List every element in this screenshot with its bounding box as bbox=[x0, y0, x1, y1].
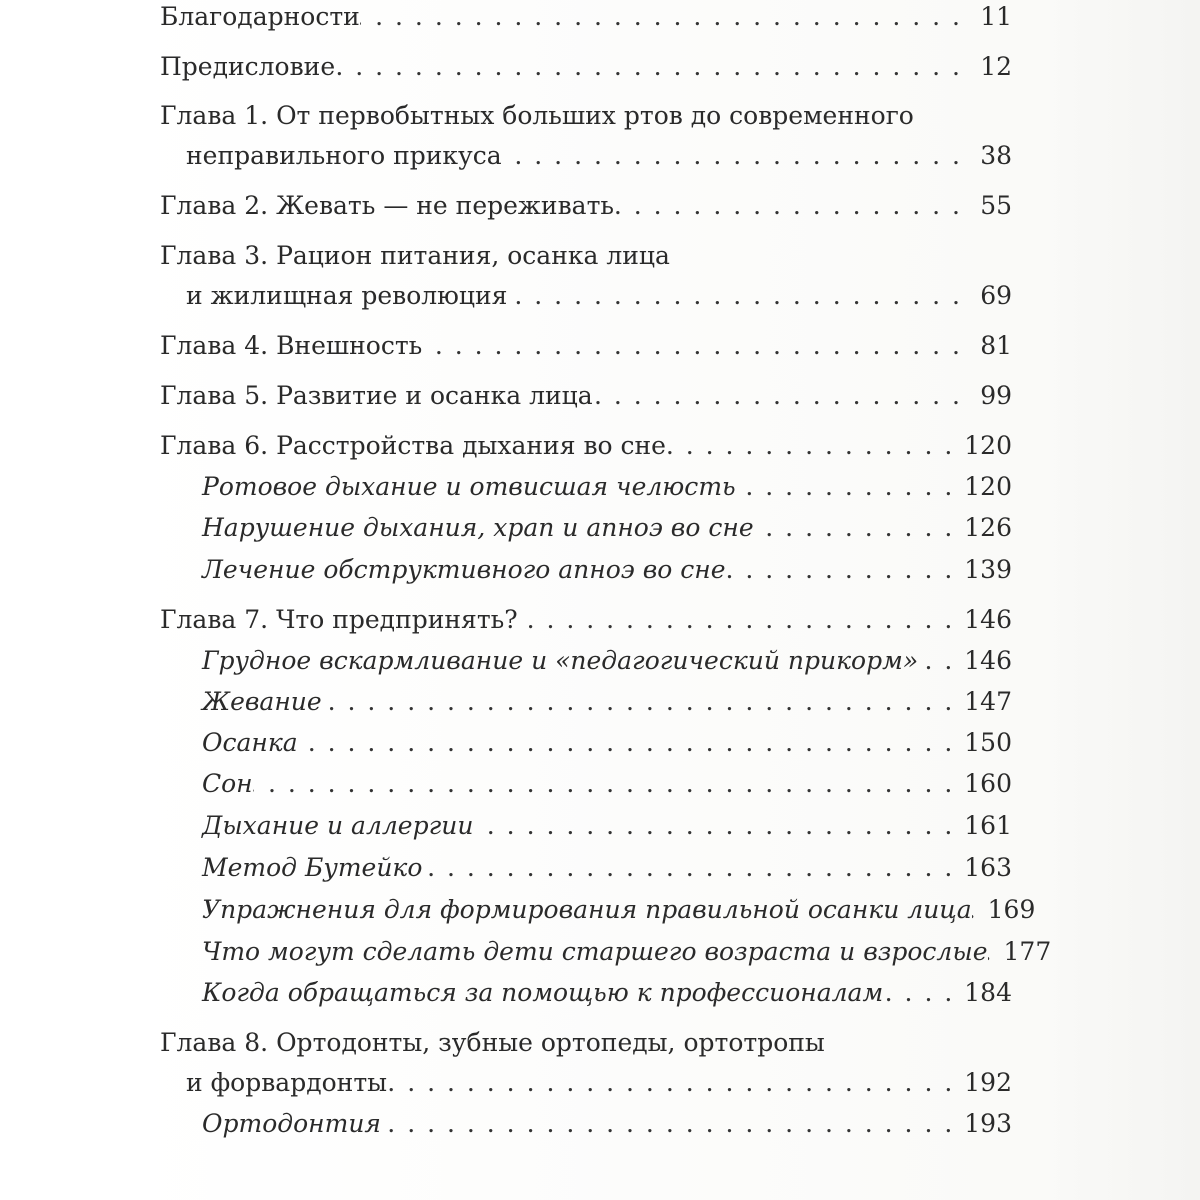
toc-entry-title: Ортодонтия bbox=[202, 1109, 381, 1138]
toc-entry-title: и форвардонты bbox=[186, 1068, 388, 1097]
toc-page-number: 160 bbox=[964, 769, 1012, 798]
toc-entry-line bbox=[160, 376, 1012, 416]
toc-subentry bbox=[160, 764, 1012, 804]
toc-page-number: 69 bbox=[980, 281, 1012, 310]
toc-entry-line bbox=[160, 467, 1012, 507]
toc-entry-line bbox=[160, 186, 1012, 226]
dot-leader bbox=[726, 550, 965, 590]
toc-entry bbox=[160, 376, 1012, 416]
toc-subentry bbox=[160, 508, 1012, 548]
toc-subentry bbox=[160, 973, 1012, 1013]
toc-entry-line bbox=[160, 890, 1036, 930]
toc-entry bbox=[160, 0, 1012, 37]
dot-leader bbox=[918, 641, 964, 681]
toc-entry-line bbox=[160, 848, 1012, 888]
toc-entry bbox=[160, 600, 1012, 640]
dot-leader bbox=[335, 47, 972, 87]
dot-leader bbox=[502, 136, 972, 176]
dot-leader bbox=[322, 682, 965, 722]
toc-page-number: 147 bbox=[964, 687, 1012, 716]
toc-entry-line bbox=[160, 1023, 1012, 1063]
toc-page-number: 120 bbox=[964, 472, 1012, 501]
toc-page-number: 12 bbox=[980, 52, 1012, 81]
dot-leader bbox=[736, 467, 965, 507]
dot-leader bbox=[518, 600, 965, 640]
toc-page-number: 169 bbox=[987, 895, 1036, 924]
toc-entry-line bbox=[160, 600, 1012, 640]
toc-entry-title: Глава 4. Внешность bbox=[160, 331, 423, 360]
toc-entry-title: Лечение обструктивного апноэ во сне bbox=[202, 555, 726, 584]
toc-subentry bbox=[160, 890, 1036, 930]
toc-entry bbox=[160, 96, 1012, 176]
toc-entry-line bbox=[160, 550, 1012, 590]
toc-entry-line bbox=[160, 932, 1052, 972]
toc-entry-line bbox=[160, 682, 1012, 722]
toc-page-number: 146 bbox=[964, 646, 1012, 675]
toc-page-number: 81 bbox=[980, 331, 1012, 360]
toc-entry-line bbox=[160, 276, 1012, 316]
toc-entry-line bbox=[160, 1104, 1012, 1144]
toc-entry-line bbox=[160, 236, 1012, 276]
toc-entry-title: Глава 3. Рацион питания, осанка лица bbox=[160, 241, 670, 270]
dot-leader bbox=[381, 1104, 964, 1144]
dot-leader bbox=[473, 806, 964, 846]
toc-page-number: 126 bbox=[964, 513, 1012, 542]
toc-subentry bbox=[160, 806, 1012, 846]
dot-leader bbox=[593, 376, 972, 416]
toc-entry bbox=[160, 236, 1012, 316]
toc-page-number: 193 bbox=[964, 1109, 1012, 1138]
toc-subentry bbox=[160, 932, 1052, 972]
dot-leader bbox=[988, 932, 1004, 972]
toc-entry-line bbox=[160, 973, 1012, 1013]
toc-entry-line bbox=[160, 426, 1012, 466]
toc-entry-title: Когда обращаться за помощью к профессионалам bbox=[202, 978, 884, 1007]
toc-entry-title: Сон bbox=[202, 769, 253, 798]
toc-entry-title: Предисловие bbox=[160, 52, 336, 81]
toc-entry-title: неправильного прикуса bbox=[186, 141, 502, 170]
toc-page-number: 146 bbox=[964, 605, 1012, 634]
toc-page-number: 150 bbox=[964, 728, 1012, 757]
toc-page-number: 99 bbox=[980, 381, 1012, 410]
toc-entry-title: Дыхание и аллергии bbox=[202, 811, 474, 840]
toc-subentry bbox=[160, 1104, 1012, 1144]
toc-subentry bbox=[160, 641, 1012, 681]
toc-entry-title: Глава 2. Жевать — не переживать bbox=[160, 191, 615, 220]
toc-page-number: 139 bbox=[964, 555, 1012, 584]
dot-leader bbox=[360, 0, 972, 37]
toc-subentry bbox=[160, 467, 1012, 507]
toc-subentry bbox=[160, 550, 1012, 590]
toc-entry bbox=[160, 326, 1012, 366]
toc-entry-title: Нарушение дыхания, храп и апноэ во сне bbox=[202, 513, 754, 542]
toc-entry-title: Глава 1. От первобытных больших ртов до современного bbox=[160, 101, 914, 130]
toc-page-number: 177 bbox=[1003, 937, 1052, 966]
toc-page-number: 184 bbox=[964, 978, 1012, 1007]
toc-entry-line bbox=[160, 806, 1012, 846]
toc-entry-line bbox=[160, 723, 1012, 763]
dot-leader bbox=[666, 426, 964, 466]
dot-leader bbox=[507, 276, 972, 316]
toc-entry-title: Глава 6. Расстройства дыхания во сне bbox=[160, 431, 666, 460]
toc-entry bbox=[160, 186, 1012, 226]
toc-entry-title: Ротовое дыхание и отвисшая челюсть bbox=[202, 472, 736, 501]
dot-leader bbox=[972, 890, 988, 930]
toc-subentry bbox=[160, 682, 1012, 722]
toc-page-number: 163 bbox=[964, 853, 1012, 882]
toc-entry-line bbox=[160, 136, 1012, 176]
dot-leader bbox=[253, 764, 965, 804]
toc-entry-line bbox=[160, 508, 1012, 548]
dot-leader bbox=[883, 973, 964, 1013]
toc-entry-title: Жевание bbox=[202, 687, 322, 716]
toc-subentry bbox=[160, 848, 1012, 888]
dot-leader bbox=[387, 1063, 964, 1103]
toc-entry-line bbox=[160, 96, 1012, 136]
dot-leader bbox=[614, 186, 972, 226]
toc-entry-line bbox=[160, 47, 1012, 87]
toc-entry-line bbox=[160, 0, 1012, 37]
toc-entry bbox=[160, 47, 1012, 87]
toc-page-number: 120 bbox=[964, 431, 1012, 460]
dot-leader bbox=[754, 508, 965, 548]
toc-entry-title: Глава 7. Что предпринять? bbox=[160, 605, 518, 634]
toc-entry-title: Метод Бутейко bbox=[202, 853, 423, 882]
toc-entry-title: Благодарности bbox=[160, 2, 360, 31]
toc-page-number: 192 bbox=[964, 1068, 1012, 1097]
toc-entry-title: Осанка bbox=[202, 728, 298, 757]
toc-entry-title: Глава 8. Ортодонты, зубные ортопеды, ортотропы bbox=[160, 1028, 825, 1057]
toc-subentry bbox=[160, 723, 1012, 763]
toc-entry bbox=[160, 426, 1012, 466]
toc-entry-line bbox=[160, 1063, 1012, 1103]
toc-entry bbox=[160, 1023, 1012, 1103]
toc-page-number: 11 bbox=[980, 2, 1012, 31]
toc-entry-title: Грудное вскармливание и «педагогический прикорм» bbox=[202, 646, 919, 675]
dot-leader bbox=[298, 723, 965, 763]
dot-leader bbox=[422, 326, 972, 366]
toc-entry-title: и жилищная революция bbox=[186, 281, 508, 310]
toc-page-number: 38 bbox=[980, 141, 1012, 170]
toc-entry-title: Упражнения для формирования правильной осанки лица bbox=[202, 895, 972, 924]
toc-entry-line bbox=[160, 641, 1012, 681]
toc-page-number: 55 bbox=[980, 191, 1012, 220]
toc-entry-title: Глава 5. Развитие и осанка лица bbox=[160, 381, 593, 410]
toc-entry-line bbox=[160, 764, 1012, 804]
toc-page-number: 161 bbox=[964, 811, 1012, 840]
dot-leader bbox=[422, 848, 964, 888]
toc-entry-line bbox=[160, 326, 1012, 366]
toc-entry-title: Что могут сделать дети старшего возраста и взрослые bbox=[202, 937, 988, 966]
